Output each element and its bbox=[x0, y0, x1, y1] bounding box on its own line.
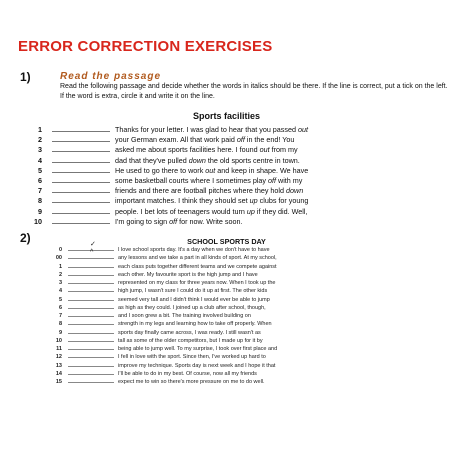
italic-word: down bbox=[286, 186, 304, 196]
line-text: high jump, I wasn't sure I could do it up at first. The other kids bbox=[118, 288, 268, 295]
answer-blank[interactable] bbox=[68, 343, 114, 350]
section-1-passage bbox=[28, 124, 448, 226]
italic-word: out bbox=[297, 125, 308, 134]
line-number: 3 bbox=[38, 145, 42, 155]
passage-line bbox=[46, 343, 446, 351]
answer-blank[interactable] bbox=[68, 335, 114, 342]
passage-line bbox=[46, 360, 446, 368]
italic-word: down bbox=[188, 155, 206, 165]
passage-line bbox=[46, 376, 446, 384]
passage-line bbox=[28, 175, 448, 185]
line-number: 5 bbox=[58, 296, 62, 303]
italic-word: off bbox=[169, 216, 178, 226]
line-number: 8 bbox=[58, 321, 62, 328]
line-number: 11 bbox=[56, 346, 62, 352]
italic-word: out bbox=[259, 145, 270, 155]
line-text: important matches. I think they should set up clubs for young bbox=[115, 196, 309, 206]
page-title: ERROR CORRECTION EXERCISES bbox=[18, 38, 273, 55]
passage-line bbox=[46, 368, 446, 376]
passage-line bbox=[28, 155, 448, 165]
answer-blank[interactable] bbox=[68, 249, 114, 259]
answer-blank[interactable] bbox=[68, 368, 114, 375]
line-text: I love school sports day. It's a day when we don't have to have bbox=[118, 247, 270, 253]
passage-line bbox=[28, 185, 448, 195]
line-text: He used to go there to work out and keep in shape. We have bbox=[115, 165, 309, 175]
line-number: 10 bbox=[55, 337, 62, 344]
line-number: 6 bbox=[38, 175, 42, 185]
passage-line bbox=[28, 206, 448, 216]
line-number: 1 bbox=[38, 125, 42, 134]
line-text: improve my technique. Sports day is next week and I hope it that bbox=[118, 362, 276, 369]
passage-line bbox=[46, 327, 446, 335]
line-number: 6 bbox=[58, 304, 62, 311]
answer-blank[interactable] bbox=[52, 185, 110, 193]
answer-blank[interactable] bbox=[68, 310, 114, 317]
passage-line bbox=[46, 261, 446, 269]
line-text: asked me about sports facilities here. I found out from my bbox=[115, 145, 298, 155]
italic-word: off bbox=[236, 135, 245, 145]
line-text: your German exam. All that work paid off in the end! You bbox=[115, 135, 295, 145]
line-number: 00 bbox=[55, 255, 62, 262]
line-text: sports day finally came across, I was ready. I still wasn't as bbox=[118, 329, 261, 336]
passage-line bbox=[28, 144, 448, 154]
line-text: dad that they've pulled down the old sports centre in town. bbox=[115, 155, 300, 165]
section-1-heading: Read the passage bbox=[60, 71, 162, 82]
line-number: 8 bbox=[38, 196, 42, 206]
answer-blank[interactable] bbox=[68, 376, 114, 383]
line-number: 5 bbox=[38, 165, 42, 175]
line-text: I'm going to sign off for now. Write soon. bbox=[115, 216, 243, 226]
answer-blank[interactable] bbox=[68, 269, 114, 276]
passage-line bbox=[46, 335, 446, 343]
line-number: 9 bbox=[58, 329, 62, 336]
passage-line bbox=[28, 216, 448, 226]
section-2-subtitle: SCHOOL SPORTS DAY bbox=[187, 237, 266, 246]
passage-line bbox=[46, 302, 446, 310]
answer-blank[interactable] bbox=[68, 294, 114, 301]
answer-blank[interactable] bbox=[68, 318, 114, 325]
line-number: 0 bbox=[58, 247, 62, 253]
line-number: 14 bbox=[55, 370, 62, 377]
line-number: 4 bbox=[58, 288, 62, 295]
answer-blank[interactable] bbox=[52, 195, 110, 203]
answer-blank[interactable] bbox=[52, 134, 110, 142]
passage-line bbox=[46, 277, 446, 285]
line-text: and I soon grew a bit. The training involved building on bbox=[118, 313, 251, 319]
line-number: 10 bbox=[34, 216, 42, 226]
section-2-number: 2) bbox=[20, 231, 31, 245]
line-number: 7 bbox=[38, 186, 42, 196]
section-1-subtitle: Sports facilities bbox=[192, 111, 261, 121]
passage-line bbox=[46, 310, 446, 318]
line-text: I fell in love with the sport. Since then, I've worked up hard to bbox=[118, 354, 266, 361]
line-text: expect me to win so there's more pressure on me to do well. bbox=[118, 379, 265, 385]
answer-mark: ^ bbox=[90, 249, 94, 257]
section-1-instructions: Read the following passage and decide whether the words in italics should be there. If the line is correct, put a tick on the left. If the word is extra, circle it and write it on the line. bbox=[60, 83, 448, 100]
italic-word: out bbox=[205, 165, 216, 175]
line-number: 12 bbox=[55, 354, 62, 361]
answer-blank[interactable] bbox=[68, 360, 114, 367]
passage-line bbox=[46, 294, 446, 302]
answer-blank[interactable] bbox=[68, 277, 114, 284]
answer-blank[interactable] bbox=[52, 124, 110, 132]
italic-word: up bbox=[246, 206, 255, 216]
passage-line bbox=[28, 165, 448, 175]
passage-line bbox=[28, 195, 448, 205]
line-text: any lessons and we take a part in all kinds of sport. At my school, bbox=[118, 255, 277, 262]
italic-word: up bbox=[249, 196, 258, 206]
answer-blank[interactable] bbox=[68, 261, 114, 268]
passage-line bbox=[46, 269, 446, 277]
line-text: represented on my class for three years now. When I took up the bbox=[118, 280, 276, 286]
line-number: 15 bbox=[55, 379, 62, 385]
line-number: 7 bbox=[58, 313, 62, 319]
passage-line bbox=[46, 285, 446, 293]
answer-blank[interactable] bbox=[52, 144, 110, 152]
line-text: tall as some of the older competitors, but I made up for it by bbox=[118, 337, 263, 344]
line-number: 2 bbox=[38, 135, 42, 145]
line-text: some basketball courts where I sometimes play off with my bbox=[115, 175, 303, 185]
line-text: Thanks for your letter. I was glad to hear that you passed out bbox=[115, 125, 308, 134]
passage-line bbox=[28, 134, 448, 144]
section-2-passage bbox=[46, 241, 446, 385]
line-text: each other. My favourite sport is the high jump and I have bbox=[118, 271, 258, 278]
line-number: 4 bbox=[38, 155, 42, 165]
section-1-number: 1) bbox=[20, 70, 31, 84]
answer-blank[interactable] bbox=[68, 285, 114, 292]
line-text: strength in my legs and learning how to take off properly. When bbox=[118, 321, 272, 328]
answer-blank[interactable] bbox=[52, 175, 110, 183]
line-text: I'll be able to do in my best. Of course, now all my friends bbox=[118, 370, 257, 377]
line-number: 3 bbox=[58, 280, 62, 286]
answer-blank[interactable] bbox=[68, 327, 114, 334]
answer-blank[interactable] bbox=[52, 155, 110, 163]
line-number: 2 bbox=[58, 271, 62, 278]
passage-line bbox=[46, 318, 446, 326]
answer-mark: ✓ bbox=[90, 241, 96, 248]
answer-blank[interactable] bbox=[68, 302, 114, 309]
answer-blank[interactable] bbox=[52, 165, 110, 173]
answer-blank[interactable] bbox=[52, 216, 110, 224]
line-number: 13 bbox=[55, 362, 62, 369]
answer-blank[interactable] bbox=[68, 351, 114, 358]
line-number: 9 bbox=[38, 206, 42, 216]
line-text: each class puts together different teams and we compete against bbox=[118, 263, 277, 270]
italic-word: off bbox=[268, 175, 276, 185]
line-text: being able to jump well. To my surprise, I took over first place and bbox=[118, 346, 278, 352]
passage-line bbox=[46, 351, 446, 359]
line-text: as high as they could. I joined up a club after school, though, bbox=[118, 304, 266, 311]
line-text: people. I bet lots of teenagers would turn up if they did. Well, bbox=[115, 206, 308, 216]
line-text: friends and there are football pitches where they hold down bbox=[115, 186, 304, 196]
line-number: 1 bbox=[58, 263, 62, 270]
passage-line bbox=[28, 124, 448, 134]
line-text: seemed very tall and I didn't think I would ever be able to jump bbox=[118, 296, 270, 303]
passage-line bbox=[46, 241, 446, 253]
answer-blank[interactable] bbox=[52, 206, 110, 214]
